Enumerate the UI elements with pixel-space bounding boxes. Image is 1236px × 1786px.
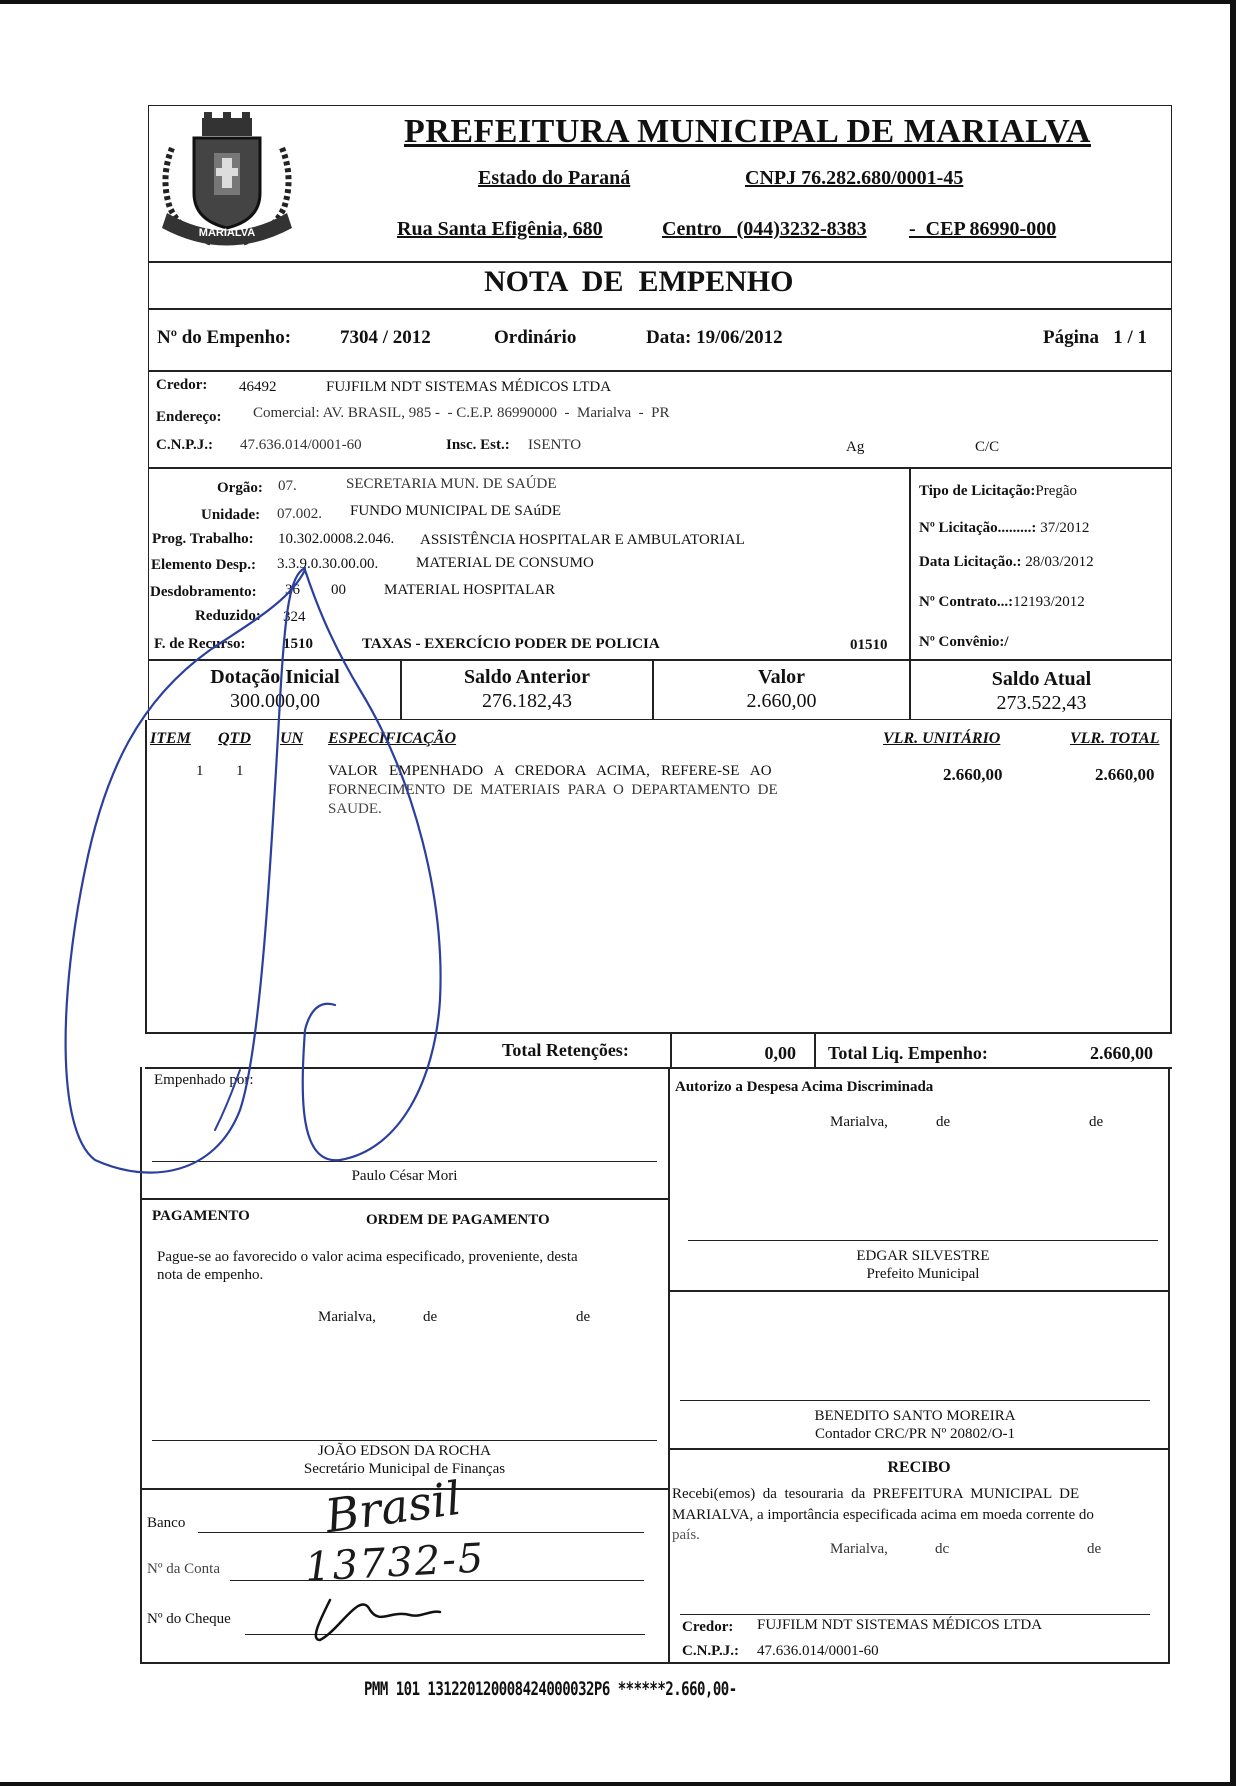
totals-divider-2: [814, 1032, 816, 1068]
lower-center-divider: [668, 1067, 670, 1662]
institution-title: PREFEITURA MUNICIPAL DE MARIALVA: [404, 113, 1091, 150]
document-title: NOTA DE EMPENHO: [484, 265, 794, 298]
cheque-line: [245, 1634, 645, 1635]
col-especificacao-header: ESPECIFICAÇÃO: [328, 730, 457, 747]
items-right-border: [1170, 720, 1172, 1032]
prog-trabalho-code: 10.302.0008.2.046.: [278, 531, 395, 547]
pagamento-label: PAGAMENTO: [152, 1208, 250, 1224]
empenhado-por-name: Paulo César Mori: [351, 1168, 458, 1184]
prefeito-name: EDGAR SILVESTRE: [856, 1248, 990, 1264]
data-licitacao-label: [919, 554, 1094, 571]
elemento-desp-name: MATERIAL DE CONSUMO: [416, 555, 594, 571]
desdobramento-name: MATERIAL HOSPITALAR: [384, 582, 556, 598]
prefeito-section-bottom: [668, 1290, 1170, 1292]
institution-district-phone: Centro (044)3232-8383: [662, 218, 867, 240]
orgao-code: 07.: [278, 478, 297, 494]
credor-endereco: Comercial: AV. BRASIL, 985 - - C.E.P. 86990000 - Marialva - PR: [253, 405, 670, 421]
recibo-cnpj-label: C.N.P.J.:: [682, 1643, 739, 1659]
total-retencoes-label: Total Retenções:: [502, 1040, 629, 1060]
item-row-desc-line2: FORNECIMENTO DE MATERIAIS PARA O DEPARTAMENTO DE: [328, 782, 778, 798]
num-licitacao-value: 37/2012: [1040, 520, 1090, 536]
contador-section-bottom: [668, 1448, 1170, 1450]
institution-address: Rua Santa Efigênia, 680: [397, 218, 603, 240]
total-liq-empenho-label: Total Liq. Empenho:: [828, 1043, 988, 1063]
cheque-label: Nº do Cheque: [147, 1611, 231, 1627]
secretario-role: Secretário Municipal de Finanças: [303, 1461, 506, 1477]
fonte-recurso-number: 01510: [850, 637, 888, 653]
insc-est-label: Insc. Est.:: [446, 437, 510, 453]
reduzido-value: 324: [283, 609, 306, 625]
prog-trabalho-label: Prog. Trabalho:: [152, 531, 254, 547]
fonte-recurso-name: TAXAS - EXERCÍCIO PODER DE POLICIA: [362, 636, 660, 652]
dotacao-inicial-value: 300.000,00: [230, 690, 320, 712]
banco-label: Banco: [147, 1515, 186, 1531]
institution-cnpj: CNPJ 76.282.680/0001-45: [745, 167, 964, 189]
contador-name: BENEDITO SANTO MOREIRA: [814, 1408, 1016, 1424]
prefeito-signature-line: [688, 1240, 1158, 1241]
col-vlr-total-header: VLR. TOTAL: [1070, 730, 1160, 747]
tipo-licitacao-text: Tipo de Licitação:: [919, 483, 1036, 499]
autorizo-place: Marialva,: [830, 1114, 888, 1130]
pagamento-de-1: de: [423, 1309, 438, 1325]
item-row-qtd: 1: [236, 763, 244, 779]
elemento-desp-code: 3.3.9.0.30.00.00.: [277, 556, 379, 572]
saldo-atual-label: Saldo Atual: [991, 668, 1092, 690]
empenho-number: 7304 / 2012: [340, 327, 431, 348]
pague-se-line1: Pague-se ao favorecido o valor acima especificado, proveniente, desta: [157, 1249, 578, 1265]
recibo-line2: MARIALVA, a importância especificada acima em moeda corrente do: [672, 1507, 1094, 1523]
total-retencoes-value: 0,00: [764, 1043, 796, 1063]
saldo-anterior-label: Saldo Anterior: [463, 666, 591, 688]
empenho-date: Data: 19/06/2012: [646, 327, 783, 348]
contrato-value: 12193/2012: [1013, 594, 1085, 610]
handwritten-banco: Brasil: [321, 1470, 465, 1544]
page-number: Página 1 / 1: [1043, 327, 1147, 348]
desdobramento-code: 36: [285, 582, 300, 598]
crest-banner-text: MARIALVA: [198, 227, 256, 239]
totals-bottom-border: [145, 1067, 1172, 1069]
contador-signature-line: [680, 1400, 1150, 1401]
autorizo-de-1: de: [936, 1114, 951, 1130]
recibo-dc: dc: [935, 1541, 950, 1557]
col-item-header: ITEM: [150, 730, 191, 747]
licitacao-divider: [909, 468, 911, 660]
recibo-credor-name: FUJFILM NDT SISTEMAS MÉDICOS LTDA: [757, 1617, 1043, 1633]
conta-corrente-label: C/C: [975, 439, 1000, 455]
state-name: Estado do Paraná: [478, 167, 631, 189]
scan-top-edge: [0, 0, 1236, 4]
prog-trabalho-name: ASSISTÊNCIA HOSPITALAR E AMBULATORIAL: [420, 532, 745, 548]
autorizo-de-2: de: [1089, 1114, 1104, 1130]
desdobramento-code2: 00: [331, 582, 346, 598]
scan-right-edge: [1230, 0, 1236, 1786]
empenhado-section-bottom: [140, 1198, 668, 1200]
valor-label: Valor: [757, 666, 806, 688]
item-row-vlr-total: 2.660,00: [1095, 765, 1155, 784]
fonte-recurso-code: 1510: [283, 636, 313, 652]
unidade-label: Unidade:: [201, 507, 261, 523]
recibo-cnpj: 47.636.014/0001-60: [757, 1643, 879, 1659]
item-row-item: 1: [196, 763, 204, 779]
contrato-text: Nº Contrato...:: [919, 594, 1014, 610]
totals-divider-1: [670, 1032, 672, 1068]
data-licitacao-value: 28/03/2012: [1025, 554, 1094, 570]
col-vlr-unitario-header: VLR. UNITÁRIO: [883, 730, 1001, 747]
institution-cep: - CEP 86990-000: [909, 218, 1057, 240]
recibo-de: de: [1087, 1541, 1102, 1557]
secretario-signature-line: [152, 1440, 657, 1441]
valor-value: 2.660,00: [746, 690, 817, 712]
item-row-desc-line1: VALOR EMPENHADO A CREDORA ACIMA, REFERE-SE AO: [328, 763, 772, 779]
recibo-line3: país.: [672, 1527, 700, 1543]
municipal-crest-icon: [152, 108, 302, 258]
tipo-licitacao-value: Pregão: [1035, 483, 1078, 499]
scan-bottom-edge: [0, 1782, 1236, 1786]
credor-cnpj: 47.636.014/0001-60: [240, 437, 362, 453]
item-row-vlr-unitario: 2.660,00: [943, 765, 1003, 784]
conta-label: Nº da Conta: [147, 1561, 220, 1577]
endereco-label: Endereço:: [156, 409, 222, 425]
empenhado-signature-line: [152, 1161, 657, 1162]
autorizo-label: Autorizo a Despesa Acima Discriminada: [675, 1079, 934, 1095]
prefeito-role: Prefeito Municipal: [866, 1266, 980, 1282]
recibo-title: RECIBO: [887, 1459, 951, 1476]
recibo-signature-line: [680, 1614, 1150, 1615]
convenio-label: Nº Convênio:/: [919, 634, 1009, 650]
micr-code-line: PMM 101 131220120008424000032P6 ******2.660,00-: [364, 1679, 737, 1701]
saldo-anterior-value: 276.182,43: [482, 690, 572, 712]
lower-left-border: [140, 1067, 142, 1662]
ordem-pagamento-label: ORDEM DE PAGAMENTO: [366, 1212, 550, 1228]
col-qtd-header: QTD: [218, 730, 251, 747]
saldo-atual-value: 273.522,43: [996, 692, 1087, 714]
items-left-border: [145, 720, 147, 1032]
orgao-name: SECRETARIA MUN. DE SAÚDE: [346, 476, 557, 492]
dotacao-inicial-label: Dotação Inicial: [210, 666, 340, 688]
total-liq-empenho-value: 2.660,00: [1090, 1043, 1153, 1063]
recibo-credor-label: Credor:: [682, 1619, 734, 1635]
empenhado-por-label: Empenhado por:: [154, 1072, 254, 1088]
contrato-label: [919, 594, 1085, 611]
elemento-desp-label: Elemento Desp.:: [151, 557, 256, 573]
insc-est-value: ISENTO: [528, 437, 582, 453]
recibo-line1: Recebi(emos) da tesouraria da PREFEITURA MUNICIPAL DE: [672, 1486, 1080, 1502]
fonte-recurso-label: F. de Recurso:: [154, 636, 246, 652]
banco-line: [198, 1532, 644, 1533]
unidade-name: FUNDO MUNICIPAL DE SAúDE: [350, 503, 561, 519]
pagamento-de-2: de: [576, 1309, 591, 1325]
desdobramento-label: Desdobramento:: [150, 584, 257, 600]
totals-top-border: [145, 1032, 1172, 1034]
contador-role: Contador CRC/PR Nº 20802/O-1: [814, 1426, 1016, 1442]
recibo-place: Marialva,: [830, 1541, 888, 1557]
data-licitacao-text: Data Licitação.:: [919, 554, 1022, 570]
unidade-code: 07.002.: [277, 506, 322, 522]
num-licitacao-text: Nº Licitação.........:: [919, 520, 1037, 536]
empenho-type: Ordinário: [494, 327, 577, 348]
credor-label: Credor:: [156, 377, 208, 393]
cnpj-label: C.N.P.J.:: [156, 437, 213, 453]
secretario-name: JOÃO EDSON DA ROCHA: [318, 1443, 491, 1459]
lower-right-border: [1168, 1067, 1170, 1662]
agencia-label: Ag: [846, 439, 865, 455]
pague-se-line2: nota de empenho.: [157, 1267, 264, 1283]
empenho-number-label: Nº do Empenho:: [157, 327, 292, 348]
orgao-label: Orgão:: [217, 480, 263, 496]
credor-name: FUJFILM NDT SISTEMAS MÉDICOS LTDA: [326, 379, 612, 395]
lower-bottom-border: [140, 1662, 1170, 1664]
item-row-desc-line3: SAUDE.: [328, 801, 382, 817]
tipo-licitacao-label: [919, 483, 1077, 500]
col-un-header: UN: [280, 730, 304, 747]
num-licitacao-label: [919, 520, 1089, 537]
reduzido-label: Reduzido:: [195, 608, 261, 624]
handwritten-conta: 13732-5: [303, 1535, 487, 1591]
pagamento-place: Marialva,: [318, 1309, 376, 1325]
credor-code: 46492: [239, 379, 277, 395]
